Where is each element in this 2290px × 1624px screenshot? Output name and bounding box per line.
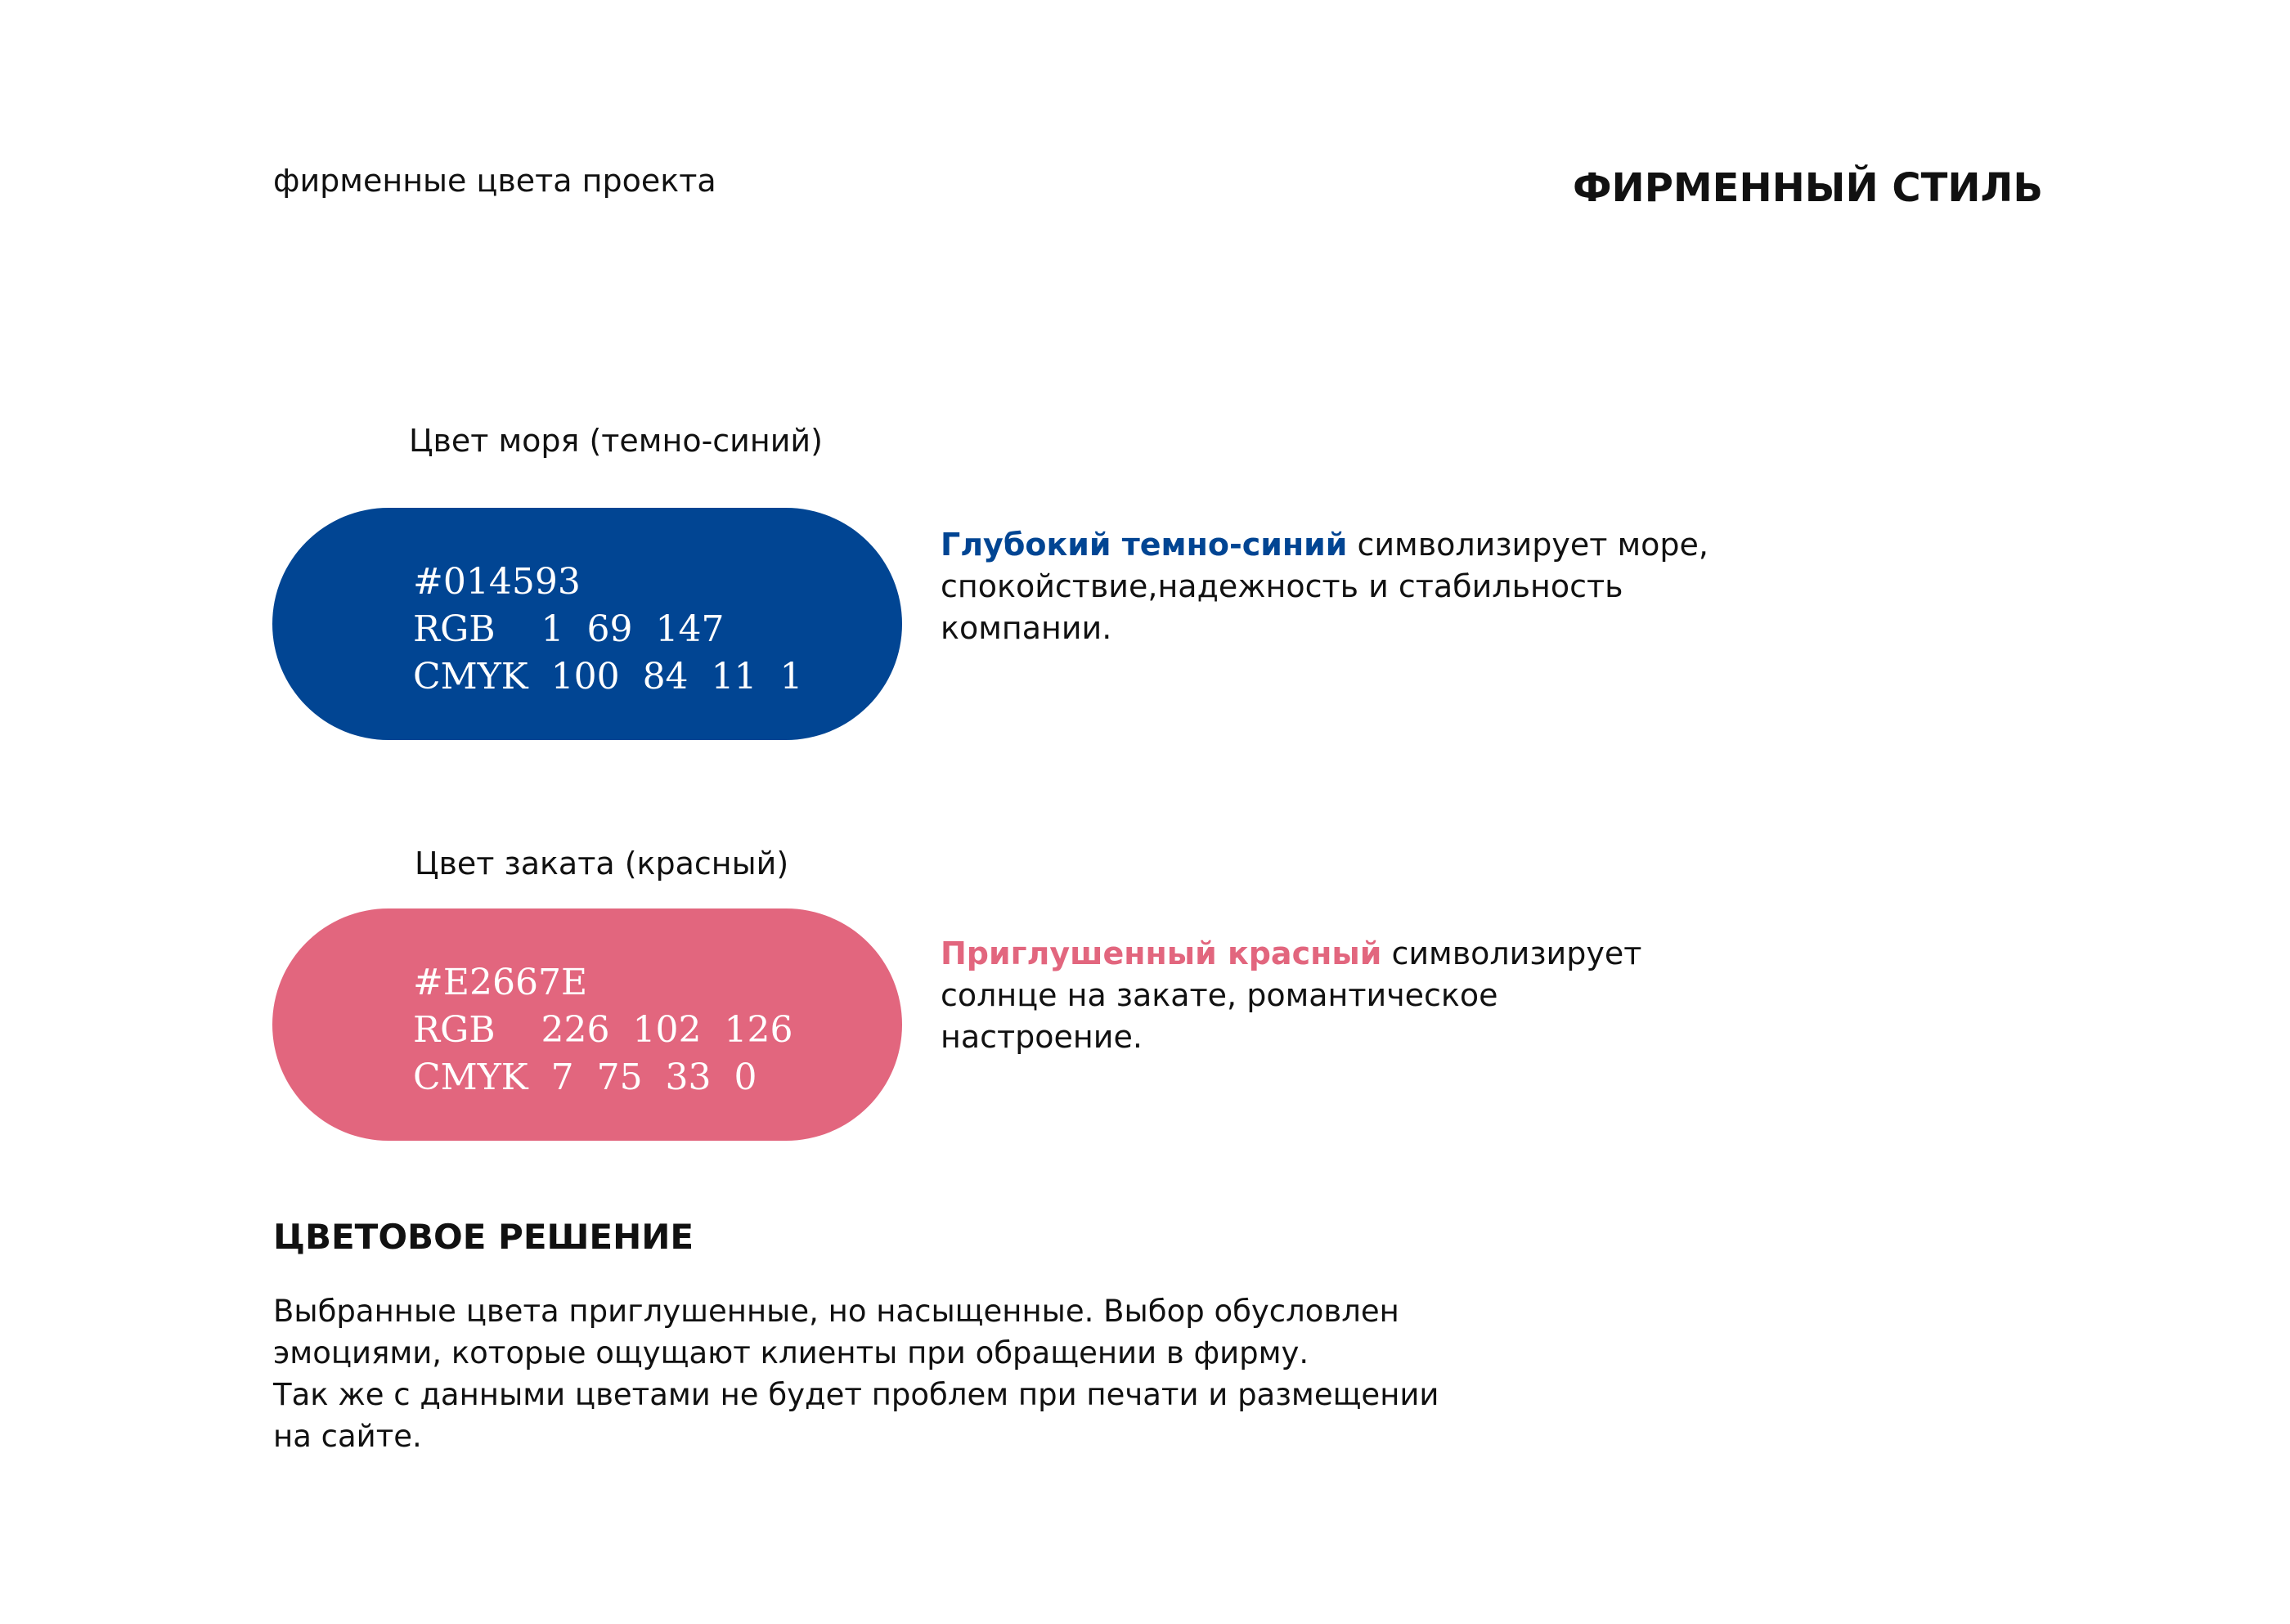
body-line: Так же с данными цветами не будет проблем при печати и размещении <box>273 1377 1439 1412</box>
section-body <box>273 1290 1459 1457</box>
swatch-red <box>272 908 902 1141</box>
swatch-rgb: RGB 226 102 126 <box>413 1009 793 1051</box>
body-line: на сайте. <box>273 1419 422 1454</box>
swatch-cmyk: CMYK 100 84 11 1 <box>413 656 803 698</box>
swatch-rgb: RGB 1 69 147 <box>413 608 725 650</box>
color-description-blue <box>941 524 1767 649</box>
page-title: ФИРМЕННЫЙ СТИЛЬ <box>1572 165 2043 211</box>
description-highlight: Глубокий темно-синий <box>941 527 1348 563</box>
swatch-label-red: Цвет заката (красный) <box>415 846 789 882</box>
swatch-label-blue: Цвет моря (темно-синий) <box>409 423 823 459</box>
description-highlight: Приглушенный красный <box>941 935 1382 971</box>
swatch-hex: #E2667E <box>413 962 588 1003</box>
description-text: символизирует море, спокойствие,надежность и стабильность компании. <box>941 527 1709 646</box>
description-text: символизирует солнце на закате, романтическое настроение. <box>941 935 1642 1055</box>
body-line: эмоциями, которые ощущают клиенты при обращении в фирму. <box>273 1335 1309 1371</box>
swatch-hex: #014593 <box>413 561 581 603</box>
color-description-red <box>941 933 1693 1058</box>
swatch-cmyk: CMYK 7 75 33 0 <box>413 1056 757 1098</box>
section-title: ЦВЕТОВОЕ РЕШЕНИЕ <box>273 1217 694 1257</box>
page-subtitle: фирменные цвета проекта <box>273 163 716 199</box>
swatch-blue <box>272 508 902 740</box>
body-line: Выбранные цвета приглушенные, но насыщенные. Выбор обусловлен <box>273 1294 1399 1329</box>
